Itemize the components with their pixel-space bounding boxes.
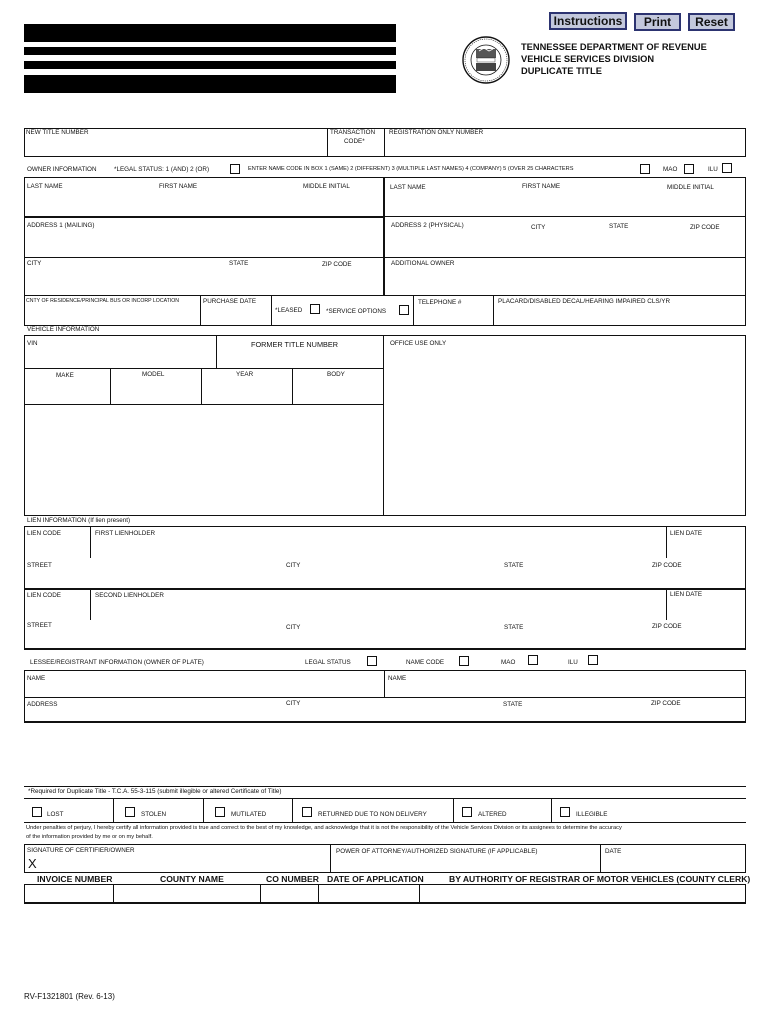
perjury-statement-2: of the information provided by me or on my behalf.	[26, 834, 153, 840]
city-state-zip-input[interactable]	[28, 273, 378, 291]
header-form-title: DUPLICATE TITLE	[521, 66, 602, 76]
name-code-instructions: ENTER NAME CODE IN BOX 1 (SAME) 2 (DIFFERENT) 3 (MULTIPLE LAST NAMES) 4 (COMPANY) 5 (OVER 25 CHARACTERS	[248, 166, 574, 172]
transaction-code-label-2: CODE*	[344, 138, 365, 145]
invoice-number-header: INVOICE NUMBER	[37, 874, 113, 884]
co-owner-name-input[interactable]	[390, 196, 740, 212]
lessee-name-input-2[interactable]	[390, 684, 740, 696]
stolen-checkbox[interactable]	[125, 807, 135, 817]
lessee-name-label: NAME	[27, 675, 46, 682]
signature-input[interactable]	[42, 858, 326, 871]
second-lien-address-input[interactable]	[28, 634, 740, 647]
authority-input[interactable]	[422, 887, 742, 901]
power-of-attorney-label: POWER OF ATTORNEY/AUTHORIZED SIGNATURE (IF APPLICABLE)	[336, 848, 538, 855]
altered-checkbox[interactable]	[462, 807, 472, 817]
altered-label: ALTERED	[478, 811, 507, 818]
owner-info-label: OWNER INFORMATION	[27, 166, 97, 173]
lessee-city-label: CITY	[286, 700, 301, 707]
registration-only-input[interactable]	[389, 140, 741, 154]
former-title-label: FORMER TITLE NUMBER	[251, 340, 339, 349]
leased-label: *LEASED	[275, 307, 303, 314]
reset-button[interactable]: Reset	[688, 13, 735, 31]
city-label-4: CITY	[286, 624, 301, 631]
year-input[interactable]	[205, 385, 289, 401]
vehicle-info-label: VEHICLE INFORMATION	[27, 326, 100, 333]
transaction-code-label: TRANSACTION	[330, 129, 376, 136]
stolen-label: STOLEN	[141, 811, 167, 818]
first-lienholder-label: FIRST LIENHOLDER	[95, 530, 156, 537]
lien-code-label: LIEN CODE	[27, 530, 61, 537]
lost-label: LOST	[47, 811, 64, 818]
model-label: MODEL	[142, 371, 165, 378]
make-input[interactable]	[28, 385, 107, 401]
address2-input[interactable]	[390, 235, 740, 253]
lessee-address-label: ADDRESS	[27, 701, 58, 708]
lost-checkbox[interactable]	[32, 807, 42, 817]
new-title-number-label: NEW TITLE NUMBER	[26, 129, 89, 136]
placard-label: PLACARD/DISABLED DECAL/HEARING IMPAIRED CLS/YR	[498, 298, 671, 305]
purchase-date-label: PURCHASE DATE	[203, 298, 257, 305]
lessee-zip-label: ZIP CODE	[651, 700, 681, 707]
ilu-checkbox[interactable]	[722, 163, 732, 173]
additional-owner-label: ADDITIONAL OWNER	[391, 260, 455, 267]
service-options-checkbox[interactable]	[399, 305, 409, 315]
office-use-label: OFFICE USE ONLY	[390, 340, 447, 347]
leased-checkbox[interactable]	[310, 304, 320, 314]
telephone-label: TELEPHONE #	[418, 299, 462, 306]
mutilated-checkbox[interactable]	[215, 807, 225, 817]
lessee-address-input[interactable]	[28, 710, 740, 720]
illegible-checkbox[interactable]	[560, 807, 570, 817]
mao-checkbox[interactable]	[684, 164, 694, 174]
middle-initial-label: MIDDLE INITIAL	[303, 183, 350, 190]
legal-status-label: *LEGAL STATUS: 1 (AND) 2 (OR)	[114, 166, 210, 173]
mutilated-label: MUTILATED	[231, 811, 267, 818]
county-name-input[interactable]	[116, 887, 257, 901]
city-label: CITY	[531, 224, 546, 231]
owner-name-input[interactable]	[28, 196, 378, 212]
state-seal-icon	[462, 35, 510, 85]
address1-label: ADDRESS 1 (MAILING)	[27, 222, 95, 229]
illegible-label: ILLEGIBLE	[576, 811, 608, 818]
lessee-name-input[interactable]	[28, 684, 380, 696]
lessee-name-code-label: NAME CODE	[406, 659, 445, 666]
signature-label: SIGNATURE OF CERTIFIER/OWNER	[27, 847, 135, 854]
last-name-label-2: LAST NAME	[390, 184, 426, 191]
placard-input[interactable]	[498, 310, 742, 324]
header-division: VEHICLE SERVICES DIVISION	[521, 54, 655, 64]
service-options-label: *SERVICE OPTIONS	[326, 308, 387, 315]
state-label-4: STATE	[504, 624, 524, 631]
body-input[interactable]	[296, 385, 380, 401]
redaction-bar	[24, 75, 396, 93]
telephone-input[interactable]	[417, 310, 490, 324]
ilu-label: ILU	[708, 166, 718, 173]
city-label-3: CITY	[286, 562, 301, 569]
year-label: YEAR	[236, 371, 254, 378]
print-button[interactable]: Print	[634, 13, 681, 31]
lien-code-label-2: LIEN CODE	[27, 592, 61, 599]
former-title-input[interactable]	[220, 352, 380, 366]
zip-code-label-3: ZIP CODE	[652, 562, 682, 569]
lien-date-label: LIEN DATE	[670, 530, 703, 537]
first-name-label-2: FIRST NAME	[522, 183, 561, 190]
middle-initial-label-2: MIDDLE INITIAL	[667, 184, 714, 191]
perjury-statement: Under penalties of perjury, I hereby certify all information provided is true and correct to the best of my knowledge, and acknowledge that it is not the responsibility of the Vehicle Services Division or its assignees to determine the accuracy	[26, 825, 622, 831]
lien-info-label: LIEN INFORMATION (If lien present)	[27, 517, 131, 524]
legal-status-checkbox[interactable]	[230, 164, 240, 174]
header-dept: TENNESSEE DEPARTMENT OF REVENUE	[521, 42, 707, 52]
date-of-application-header: DATE OF APPLICATION	[327, 874, 424, 884]
new-title-number-input[interactable]	[28, 140, 323, 154]
date-label: DATE	[605, 848, 622, 855]
lessee-mao-label: MAO	[501, 659, 516, 666]
date-of-application-input[interactable]	[321, 887, 416, 901]
street-label-2: STREET	[27, 622, 52, 629]
returned-label: RETURNED DUE TO NON DELIVERY	[318, 811, 427, 818]
vin-input[interactable]	[28, 352, 213, 366]
invoice-number-input[interactable]	[27, 887, 110, 901]
make-label: MAKE	[56, 372, 74, 379]
zip-code-label: ZIP CODE	[690, 224, 720, 231]
name-code-checkbox[interactable]	[640, 164, 650, 174]
body-label: BODY	[327, 371, 345, 378]
lessee-mao-checkbox[interactable]	[528, 655, 538, 665]
street-label: STREET	[27, 562, 52, 569]
lien-date-label-2: LIEN DATE	[670, 591, 703, 598]
address2-label: ADDRESS 2 (PHYSICAL)	[391, 222, 464, 229]
required-note: *Required for Duplicate Title - T.C.A. 55-3-115 (submit illegible or altered Certificate of Title)	[28, 788, 282, 795]
lessee-ilu-label: ILU	[568, 659, 578, 666]
mao-label: MAO	[663, 166, 678, 173]
lessee-legal-status-label: LEGAL STATUS	[305, 659, 351, 666]
redaction-bar	[24, 61, 396, 69]
lessee-legal-status-checkbox[interactable]	[367, 656, 377, 666]
registration-only-label: REGISTRATION ONLY NUMBER	[389, 129, 484, 136]
vin-label: VIN	[27, 340, 38, 347]
county-residence-label: CNTY OF RESIDENCE/PRINCIPAL BUS OR INCORP LOCATION	[26, 298, 180, 304]
power-of-attorney-input[interactable]	[335, 858, 597, 871]
state-label-3: STATE	[504, 562, 524, 569]
county-residence-input[interactable]	[27, 309, 197, 323]
co-number-header: CO NUMBER	[266, 874, 319, 884]
county-name-header: COUNTY NAME	[160, 874, 224, 884]
signature-mark: X	[28, 856, 37, 871]
state-label-2: STATE	[229, 260, 249, 267]
lessee-ilu-checkbox[interactable]	[588, 655, 598, 665]
purchase-date-input[interactable]	[203, 310, 268, 324]
form-number: RV-F1321801 (Rev. 6-13)	[24, 992, 115, 1001]
co-number-input[interactable]	[263, 887, 315, 901]
lessee-name-code-checkbox[interactable]	[459, 656, 469, 666]
redaction-bar	[24, 24, 396, 42]
model-input[interactable]	[114, 385, 198, 401]
transaction-code-input[interactable]	[330, 147, 382, 156]
address1-input[interactable]	[28, 234, 378, 252]
zip-code-label-4: ZIP CODE	[652, 623, 682, 630]
first-lienholder-input[interactable]	[94, 542, 662, 556]
second-lienholder-input[interactable]	[94, 604, 662, 618]
redaction-bar	[24, 47, 396, 55]
zip-code-label-2: ZIP CODE	[322, 261, 352, 268]
last-name-label: LAST NAME	[27, 183, 63, 190]
instructions-button[interactable]: Instructions	[549, 12, 627, 30]
first-lien-address-input[interactable]	[28, 573, 740, 587]
lessee-name-label-2: NAME	[388, 675, 407, 682]
state-label: STATE	[609, 223, 629, 230]
returned-checkbox[interactable]	[302, 807, 312, 817]
additional-owner-input[interactable]	[390, 273, 740, 291]
city-label-2: CITY	[27, 260, 42, 267]
first-name-label: FIRST NAME	[159, 183, 198, 190]
date-input[interactable]	[605, 858, 742, 871]
authority-header: BY AUTHORITY OF REGISTRAR OF MOTOR VEHICLES (COUNTY CLERK)	[449, 874, 751, 884]
lessee-state-label: STATE	[503, 701, 523, 708]
second-lienholder-label: SECOND LIENHOLDER	[95, 592, 164, 599]
lessee-info-label: LESSEE/REGISTRANT INFORMATION (OWNER OF PLATE)	[30, 659, 204, 666]
